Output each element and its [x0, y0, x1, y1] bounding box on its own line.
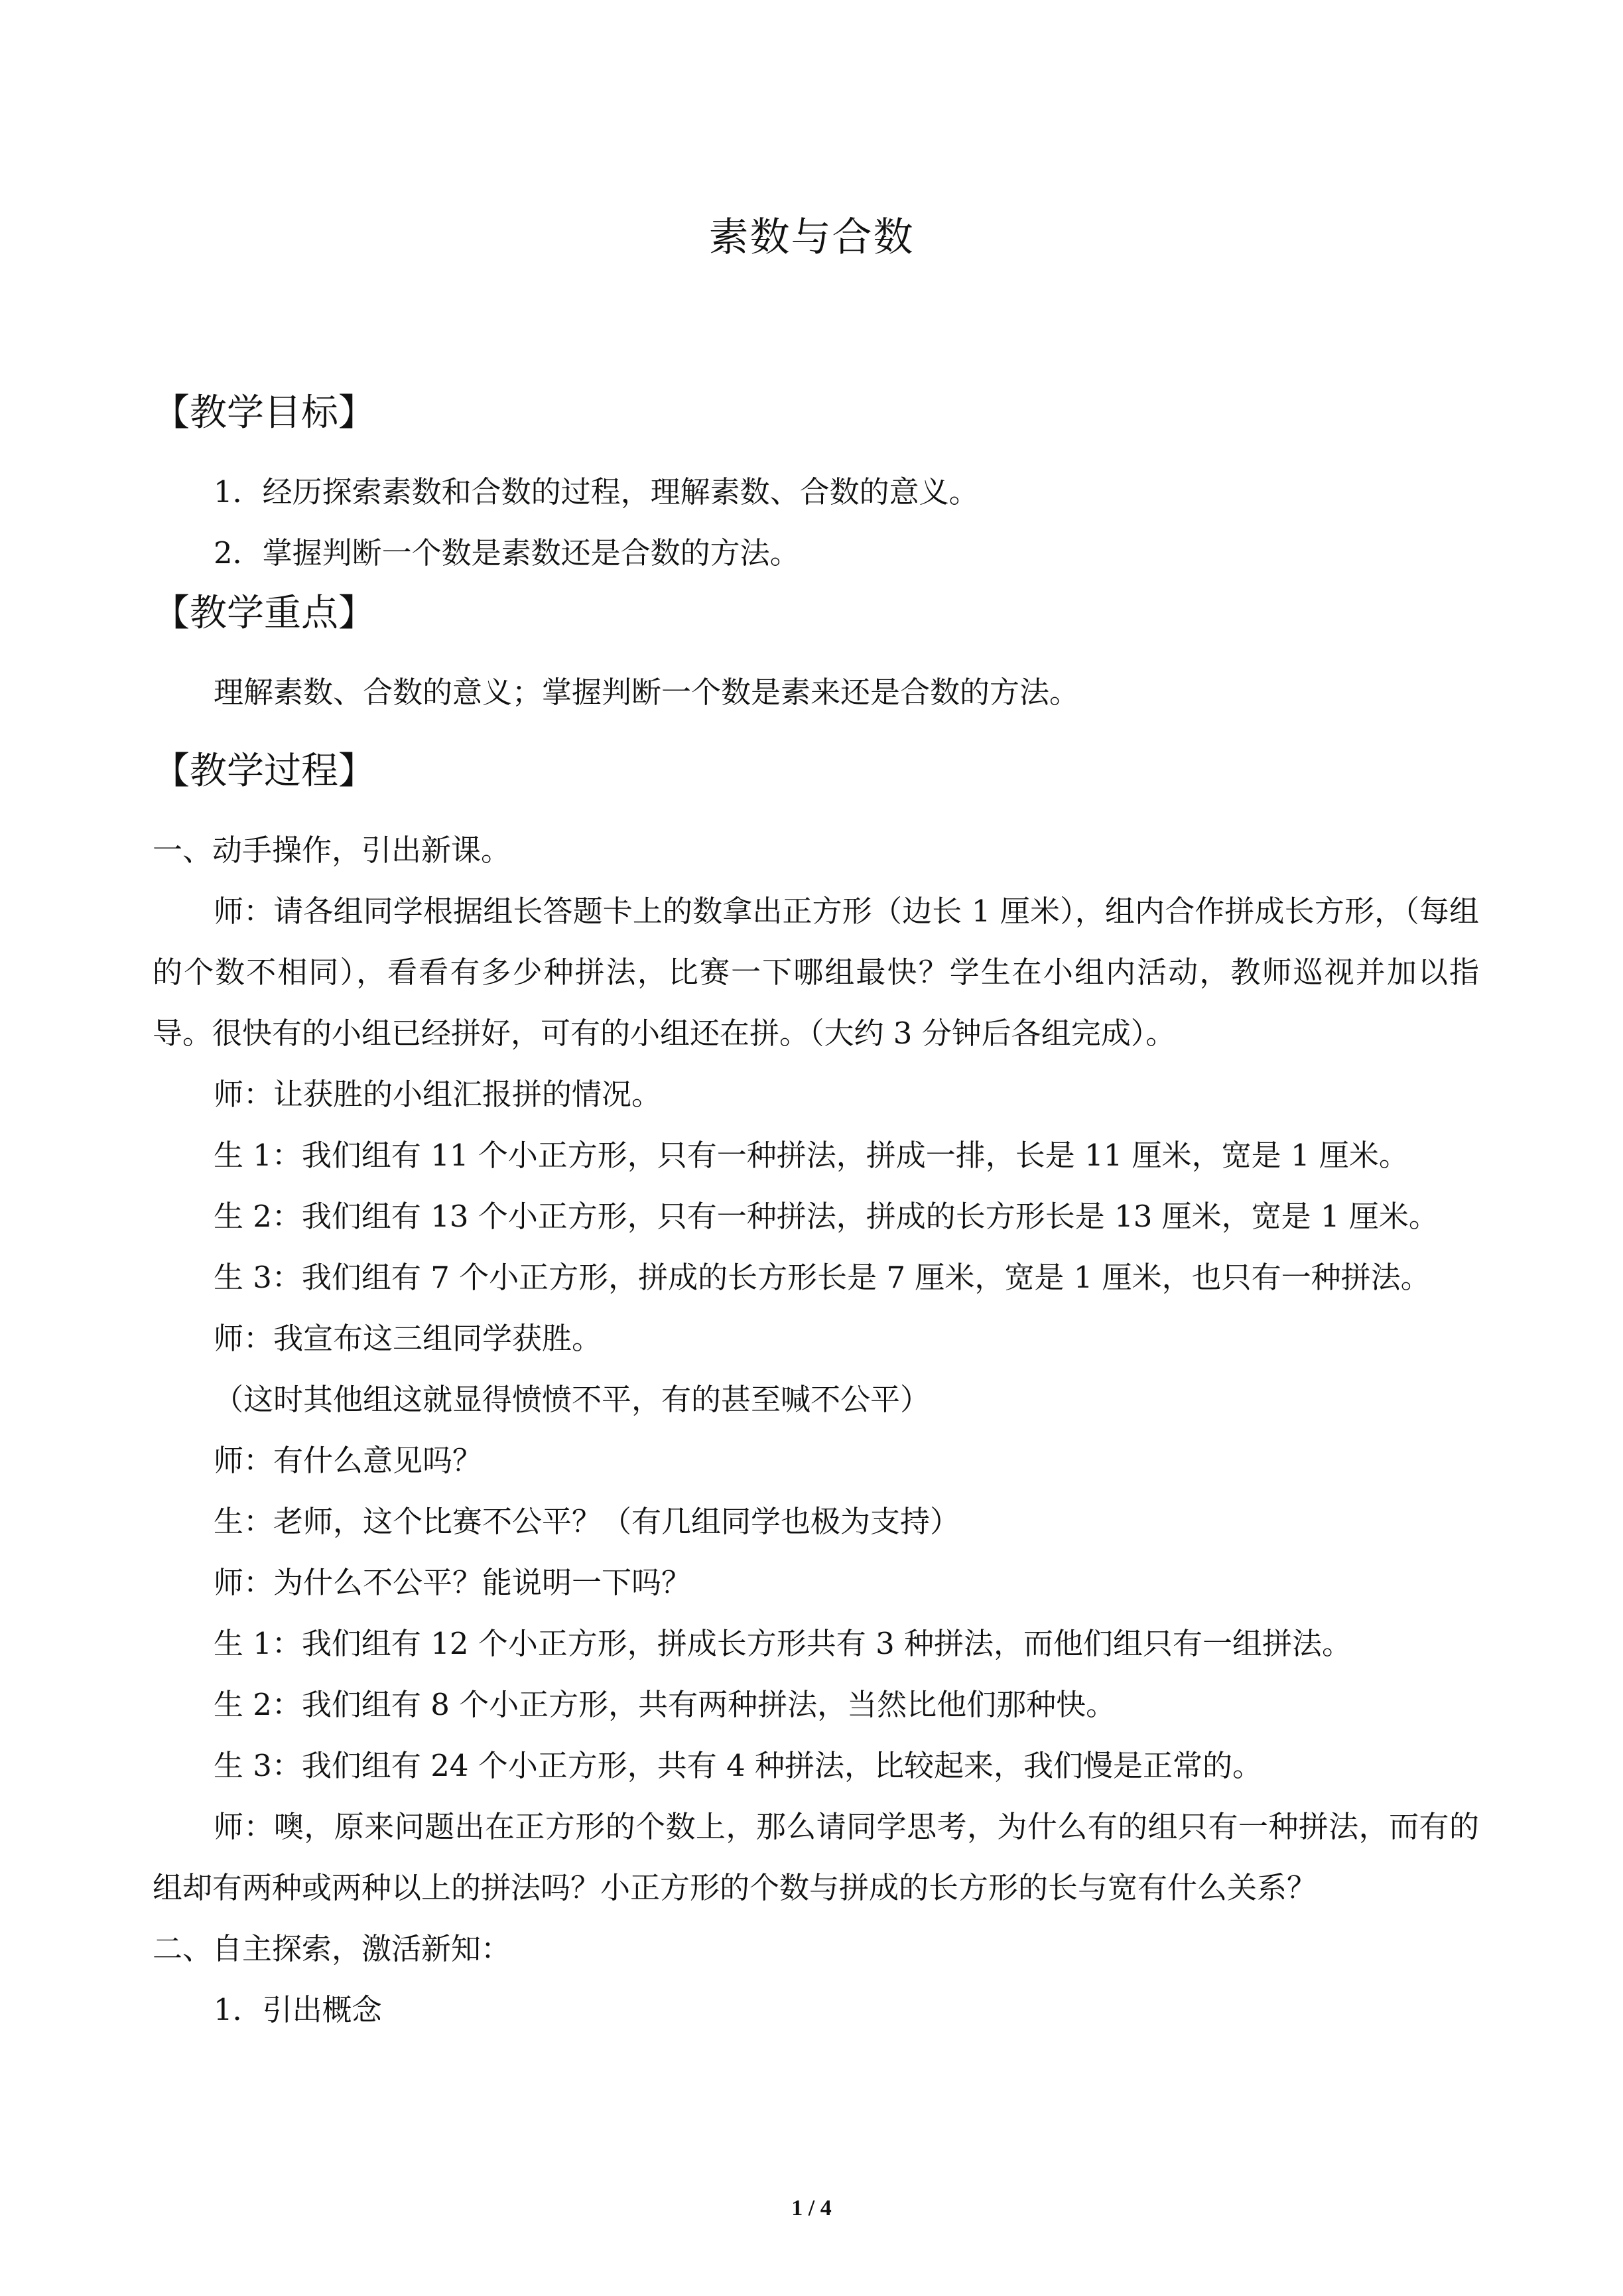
dialogue-line: （这时其他组这就显得愤愤不平，有的甚至喊不公平）: [214, 1382, 931, 1417]
dialogue-line: 生 2：我们组有 13 个小正方形，只有一种拼法，拼成的长方形长是 13 厘米，宽是 1 厘米。: [214, 1199, 1439, 1234]
process-part2-title: 二、自主探索，激活新知：: [153, 1931, 511, 1966]
dialogue-line: 生：老师，这个比赛不公平？（有几组同学也极为支持）: [214, 1504, 960, 1539]
key-points-text: 理解素数、合数的意义；掌握判断一个数是素来还是合数的方法。: [214, 675, 1080, 710]
section-heading-key-points: 【教学重点】: [153, 592, 375, 635]
objective-item: 1．经历探索素数和合数的过程，理解素数、合数的意义。: [214, 474, 979, 509]
process-part1-title: 一、动手操作，引出新课。: [153, 833, 511, 868]
dialogue-line: 师：让获胜的小组汇报拼的情况。: [214, 1077, 662, 1112]
dialogue-line: 生 1：我们组有 11 个小正方形，只有一种拼法，拼成一排，长是 11 厘米，宽是 1 厘米。: [214, 1138, 1409, 1173]
dialogue-line: 师：我宣布这三组同学获胜。: [214, 1321, 602, 1356]
dialogue-line: 师：为什么不公平？能说明一下吗？: [214, 1565, 692, 1600]
dialogue-line: 生 3：我们组有 24 个小正方形，共有 4 种拼法，比较起来，我们慢是正常的。: [214, 1748, 1263, 1783]
document-body: [153, 383, 1479, 2041]
page-number: 1 / 4: [791, 2196, 832, 2220]
document-title: 素数与合数: [708, 214, 915, 261]
dialogue-line: 生 1：我们组有 12 个小正方形，拼成长方形共有 3 种拼法，而他们组只有一组拼法。: [214, 1626, 1352, 1661]
section-heading-process: 【教学过程】: [153, 750, 375, 793]
process-part2-item: 1．引出概念: [214, 1992, 382, 2027]
dialogue-line: 生 2：我们组有 8 个小正方形，共有两种拼法，当然比他们那种快。: [214, 1687, 1116, 1722]
process-paragraph-1: 师：请各组同学根据组长答题卡上的数拿出正方形（边长 1 厘米），组内合作拼成长方形，（每组的个数不相同），看看有多少种拼法，比赛一下哪组最快？学生在小组内活动，教师巡视并加以指导。很快有的小组已经拼好，可有的小组还在拼。（大约 3 分钟后各组完成）。: [153, 894, 1479, 1051]
section-heading-objectives: 【教学目标】: [153, 391, 375, 435]
objective-item: 2．掌握判断一个数是素数还是合数的方法。: [214, 535, 800, 571]
dialogue-line: 生 3：我们组有 7 个小正方形，拼成的长方形长是 7 厘米，宽是 1 厘米，也只有一种拼法。: [214, 1260, 1431, 1295]
process-paragraph-2: 师：噢，原来问题出在正方形的个数上，那么请同学思考，为什么有的组只有一种拼法，而有的组却有两种或两种以上的拼法吗？小正方形的个数与拼成的长方形的长与宽有什么关系？: [153, 1809, 1479, 1905]
dialogue-line: 师：有什么意见吗？: [214, 1443, 483, 1478]
